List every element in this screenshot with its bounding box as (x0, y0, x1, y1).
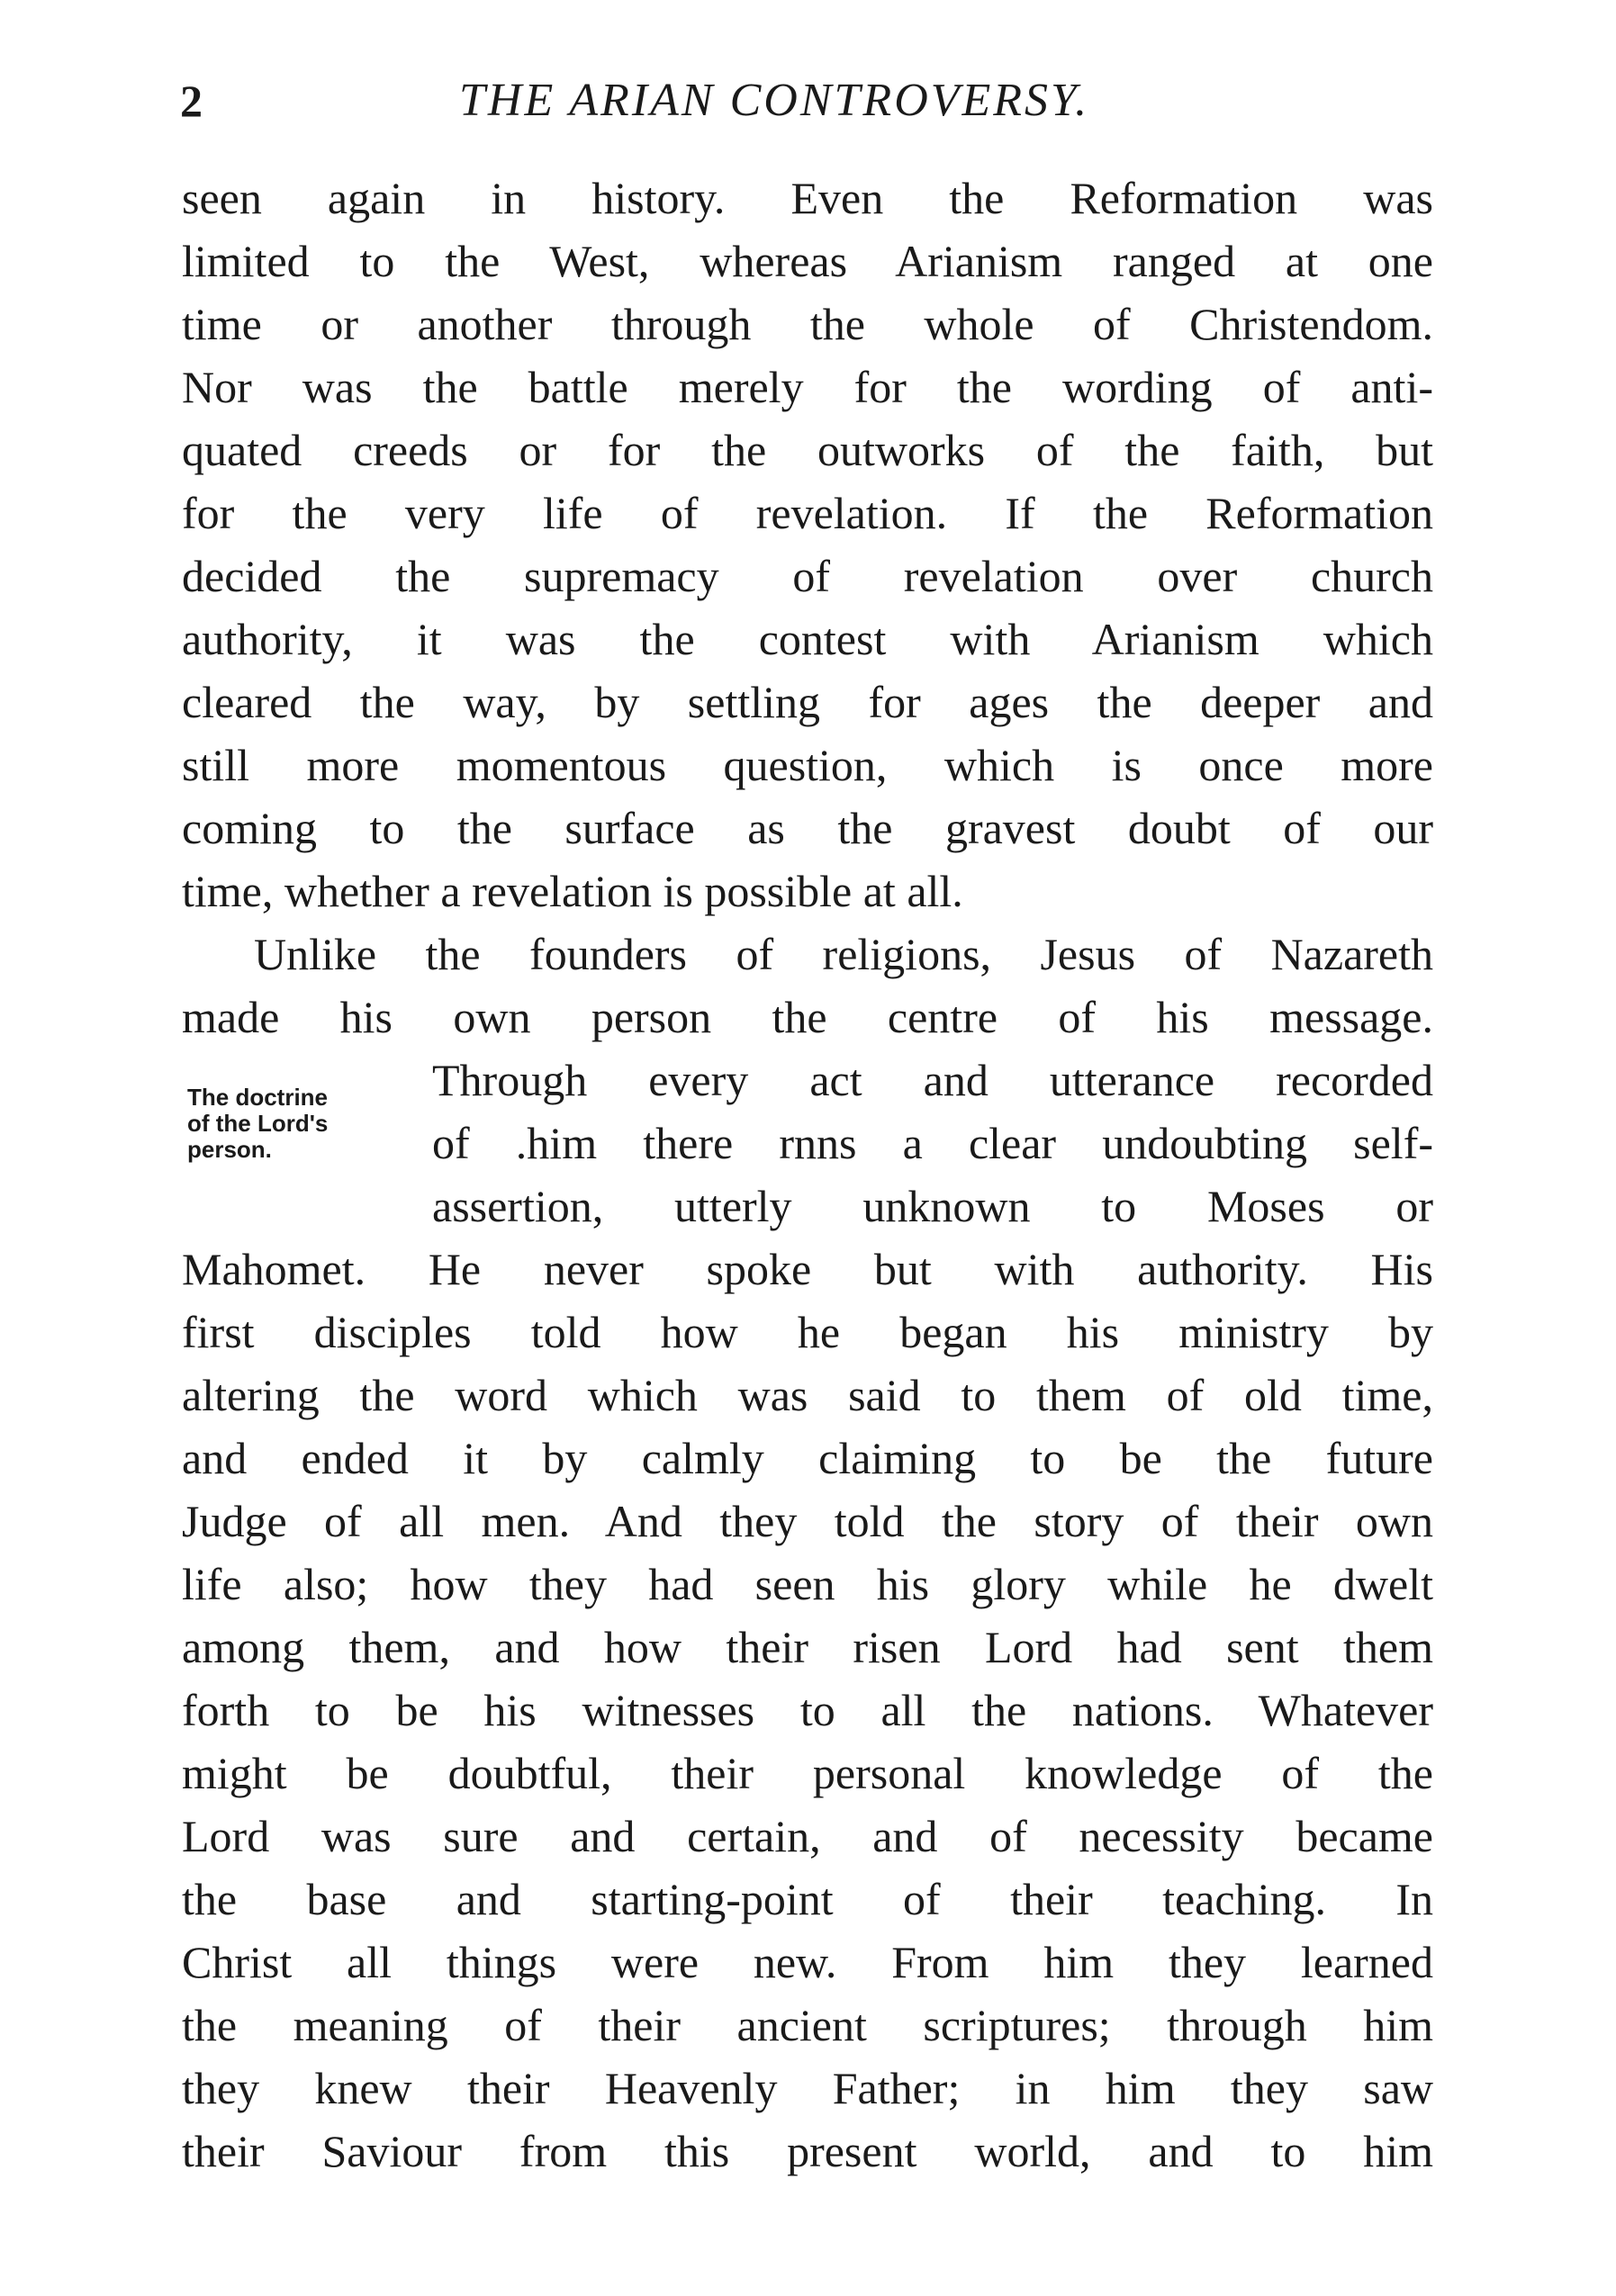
text-line: and ended it by calmly claiming to be the future (182, 1433, 1433, 1483)
page-header (180, 65, 1440, 137)
paragraph-2-indented-lines (432, 1049, 1433, 1238)
text-line: seen again in history. Even the Reformation was (182, 173, 1433, 223)
text-line: assertion, utterly unknown to Moses or (432, 1181, 1433, 1231)
text-line: decided the supremacy of revelation over church (182, 551, 1433, 601)
text-line: Christ all things were new. From him they learned (182, 1937, 1433, 1987)
text-line: coming to the surface as the gravest doubt of our (182, 803, 1433, 853)
margin-note-line: The doctrine (187, 1084, 329, 1111)
text-line: quated creeds or for the outworks of the faith, but (182, 425, 1433, 475)
text-line: Unlike the founders of religions, Jesus of Nazareth (254, 929, 1433, 979)
text-line: time or another through the whole of Christendom. (182, 299, 1433, 349)
text-line: might be doubtful, their personal knowledge of the (182, 1748, 1433, 1798)
text-line: authority, it was the contest with Arianism which (182, 614, 1433, 664)
text-line: of .him there rnns a clear undoubting self- (432, 1118, 1433, 1168)
text-line: forth to be his witnesses to all the nations. Whatever (182, 1685, 1433, 1735)
text-line: among them, and how their risen Lord had sent them (182, 1622, 1433, 1672)
text-line: altering the word which was said to them of old time, (182, 1370, 1433, 1420)
margin-note-line: person. (187, 1136, 272, 1163)
text-line: life also; how they had seen his glory while he dwelt (182, 1559, 1433, 1609)
margin-note (187, 1085, 403, 1163)
margin-note-line: of the Lord's (187, 1110, 329, 1137)
text-line: limited to the West, whereas Arianism ranged at one (182, 236, 1433, 286)
paragraph-1 (182, 167, 1433, 923)
page-number: 2 (180, 76, 203, 126)
text-line: cleared the way, by settling for ages the deeper and (182, 677, 1433, 727)
text-line: the meaning of their ancient scriptures; through him (182, 2000, 1433, 2050)
text-line: they knew their Heavenly Father; in him they saw (182, 2063, 1433, 2113)
text-line: Nor was the battle merely for the wording of anti- (182, 362, 1433, 412)
paragraph-2-opening (182, 923, 1433, 1049)
text-line: Through every act and utterance recorded (432, 1055, 1433, 1105)
paragraph-2-continuation (182, 1238, 1433, 2183)
text-line: Mahomet. He never spoke but with authority. His (182, 1244, 1433, 1294)
text-line: for the very life of revelation. If the Reformation (182, 488, 1433, 538)
text-line: their Saviour from this present world, and to him (182, 2126, 1433, 2176)
text-line: the base and starting-point of their teaching. In (182, 1874, 1433, 1924)
text-line: time, whether a revelation is possible at all. (182, 866, 963, 916)
text-line: Lord was sure and certain, and of necessity became (182, 1811, 1433, 1861)
text-line: Judge of all men. And they told the story of their own (182, 1496, 1433, 1546)
text-line: made his own person the centre of his message. (182, 992, 1433, 1042)
text-line: still more momentous question, which is once more (182, 740, 1433, 790)
text-line: first disciples told how he began his ministry by (182, 1307, 1433, 1357)
running-title: THE ARIAN CONTROVERSY. (459, 75, 1090, 126)
